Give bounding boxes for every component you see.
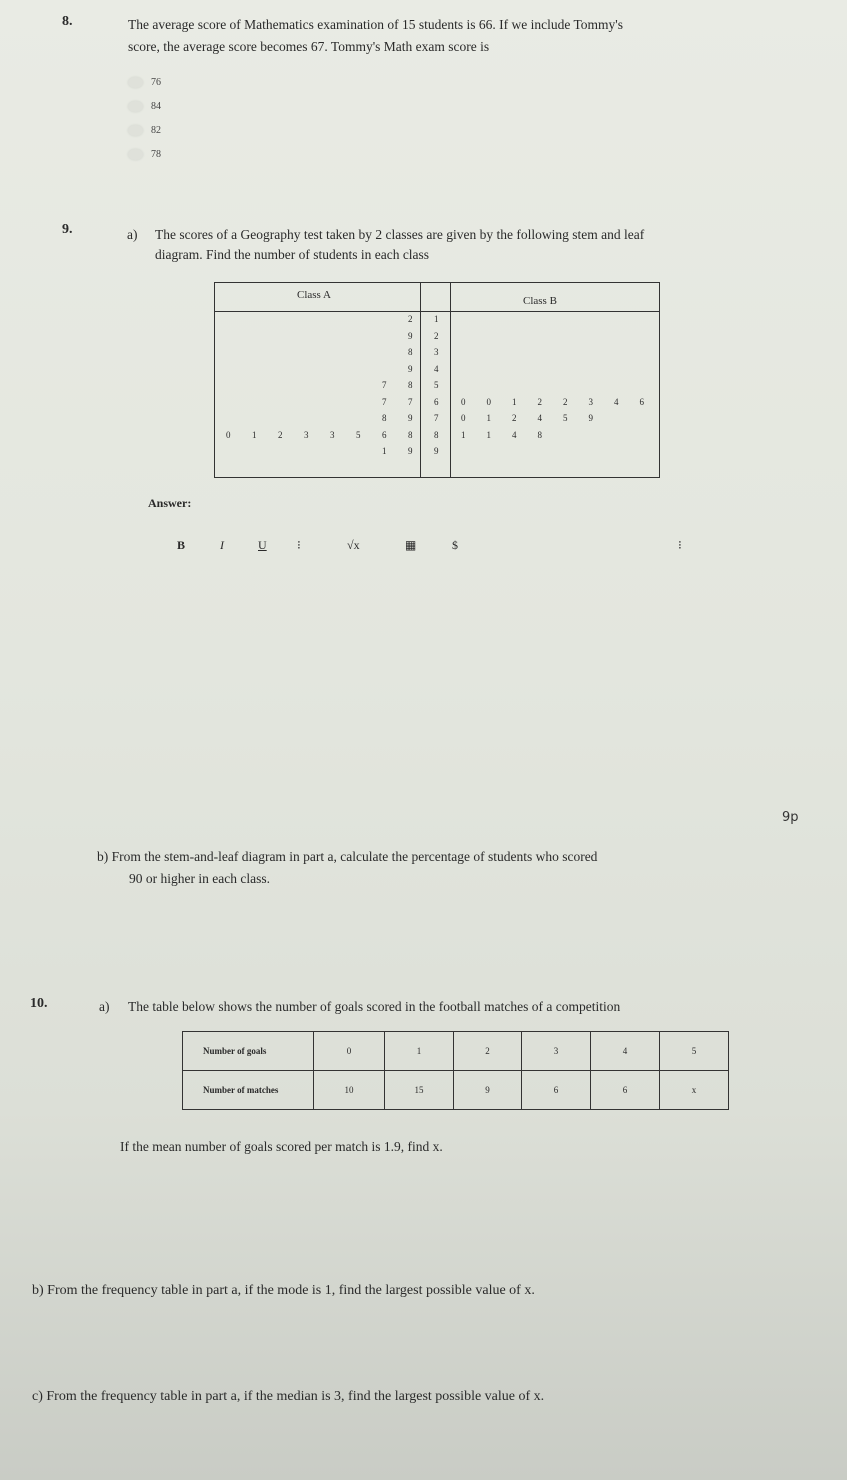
class-a-leaf: 9 [408,413,413,423]
class-a-leaf: 9 [408,330,413,341]
class-a-leaf: 6 [382,429,387,440]
question-9a-line-1: The scores of a Geography test taken by 2 classes are given by the following stem and leaf [155,227,645,242]
matches-row-label: Number of matches [183,1071,314,1110]
stem-9: 9 [434,446,439,456]
stem-leaf-diagram [214,282,660,478]
class-b-leaf: 0 [486,396,491,407]
class-a-leaf: 1 [382,446,387,456]
class-a-leaf: 9 [408,446,413,456]
option-3-label: 82 [151,124,161,136]
answer-input[interactable] [140,570,700,790]
stem-divider-right [450,283,451,477]
matches-cell: 6 [591,1071,660,1110]
question-8-line-1: The average score of Mathematics examination of 15 students is 66. If we include Tommy's [128,17,623,32]
question-9a-line-2: diagram. Find the number of students in each class [155,247,430,262]
answer-label: Answer: [148,496,192,510]
goals-cell: 3 [522,1032,591,1071]
question-10a-question: If the mean number of goals scored per match is 1.9, find x. [120,1139,443,1154]
underline-button[interactable]: U [258,538,267,552]
matches-row [183,1071,729,1110]
bold-button[interactable]: B [177,538,186,552]
class-b-leaf: 8 [537,429,542,440]
goals-cell: 2 [454,1032,522,1071]
class-b-header: Class B [523,295,557,307]
stem-4: 4 [434,363,439,374]
stem-8: 8 [434,429,439,440]
class-b-leaf: 1 [486,429,491,440]
class-b-leaf: 3 [588,396,593,407]
class-a-leaf: 8 [408,380,413,390]
goals-row-label: Number of goals [183,1032,314,1071]
handwritten-note: 9p [782,810,799,825]
matches-cell: 10 [314,1071,385,1110]
more-options-icon[interactable]: ⁝ [678,538,682,552]
italic-button[interactable]: I [220,538,224,552]
question-10-number: 10. [30,996,48,1011]
question-9b-line-1: b) From the stem-and-leaf diagram in part a, calculate the percentage of students who scored [97,849,598,864]
class-a-leaf: 2 [278,429,283,440]
option-2-label: 84 [151,100,161,112]
option-4-label: 78 [151,148,161,160]
question-8-number: 8. [62,14,73,29]
matches-cell: x [660,1071,729,1110]
class-a-leaf: 8 [382,413,387,423]
question-8-line-2: score, the average score becomes 67. Tommy's Math exam score is [128,39,490,54]
stem-7: 7 [434,413,439,423]
class-b-leaf: 1 [512,396,517,407]
class-b-leaf: 4 [512,429,517,440]
option-4[interactable] [128,142,161,166]
radio-icon[interactable] [128,149,143,160]
class-a-leaf: 7 [408,396,413,407]
class-b-leaf: 2 [537,396,542,407]
class-b-leaf: 0 [461,396,466,407]
class-a-leaf: 2 [408,314,413,324]
goals-table [182,1031,729,1110]
class-a-leaf: 3 [304,429,309,440]
stem-1: 1 [434,314,439,324]
question-9-number: 9. [62,222,73,237]
option-1[interactable] [128,70,161,94]
class-b-leaf: 1 [486,413,491,423]
option-2[interactable] [128,94,161,118]
question-9b-line-2: 90 or higher in each class. [129,871,270,886]
class-b-leaf: 9 [588,413,593,423]
class-b-leaf: 2 [512,413,517,423]
class-a-leaf: 7 [382,380,387,390]
class-a-leaf: 7 [382,396,387,407]
class-a-leaf: 8 [408,347,413,357]
stem-2: 2 [434,330,439,341]
question-10a-label: a) [99,999,110,1014]
goals-row [183,1032,729,1071]
question-10a-text: The table below shows the number of goals scored in the football matches of a competition [128,999,621,1014]
radio-icon[interactable] [128,101,143,112]
stem-5: 5 [434,380,439,390]
option-1-label: 76 [151,76,161,88]
class-b-leaf: 4 [614,396,619,407]
class-a-leaf: 8 [408,429,413,440]
radio-icon[interactable] [128,125,143,136]
class-a-leaf: 1 [252,429,257,440]
class-b-leaf: 5 [563,413,568,423]
matches-cell: 15 [385,1071,454,1110]
class-b-leaf: 1 [461,429,466,440]
matches-cell: 9 [454,1071,522,1110]
formula-button[interactable]: √x [347,538,360,552]
stem-3: 3 [434,347,439,357]
goals-cell: 4 [591,1032,660,1071]
stem-6: 6 [434,396,439,407]
list-icon[interactable]: ⁝ [297,538,301,552]
question-8-text [128,14,828,58]
class-b-leaf: 4 [537,413,542,423]
class-a-leaf: 9 [408,363,413,374]
goals-cell: 1 [385,1032,454,1071]
stem-divider-left [420,283,421,477]
class-b-leaf: 0 [461,413,466,423]
radio-icon[interactable] [128,77,143,88]
class-b-leaf: 2 [563,396,568,407]
table-icon[interactable]: ▦ [405,538,417,552]
class-a-leaf: 3 [330,429,335,440]
option-3[interactable] [128,118,161,142]
goals-cell: 5 [660,1032,729,1071]
stem-leaf-header [215,283,659,312]
answer-toolbar [172,538,692,558]
class-a-leaf: 0 [226,429,231,440]
question-9a-label: a) [127,227,138,242]
class-b-leaf: 6 [639,396,644,407]
class-a-leaf: 5 [356,429,361,440]
class-a-header: Class A [297,289,331,301]
goals-cell: 0 [314,1032,385,1071]
question-8-options [128,70,161,166]
matches-cell: 6 [522,1071,591,1110]
question-10c-text: c) From the frequency table in part a, if the median is 3, find the largest possible value of x. [32,1389,545,1404]
currency-button[interactable]: $ [452,538,458,552]
question-10b-text: b) From the frequency table in part a, if the mode is 1, find the largest possible value of x. [32,1283,535,1298]
